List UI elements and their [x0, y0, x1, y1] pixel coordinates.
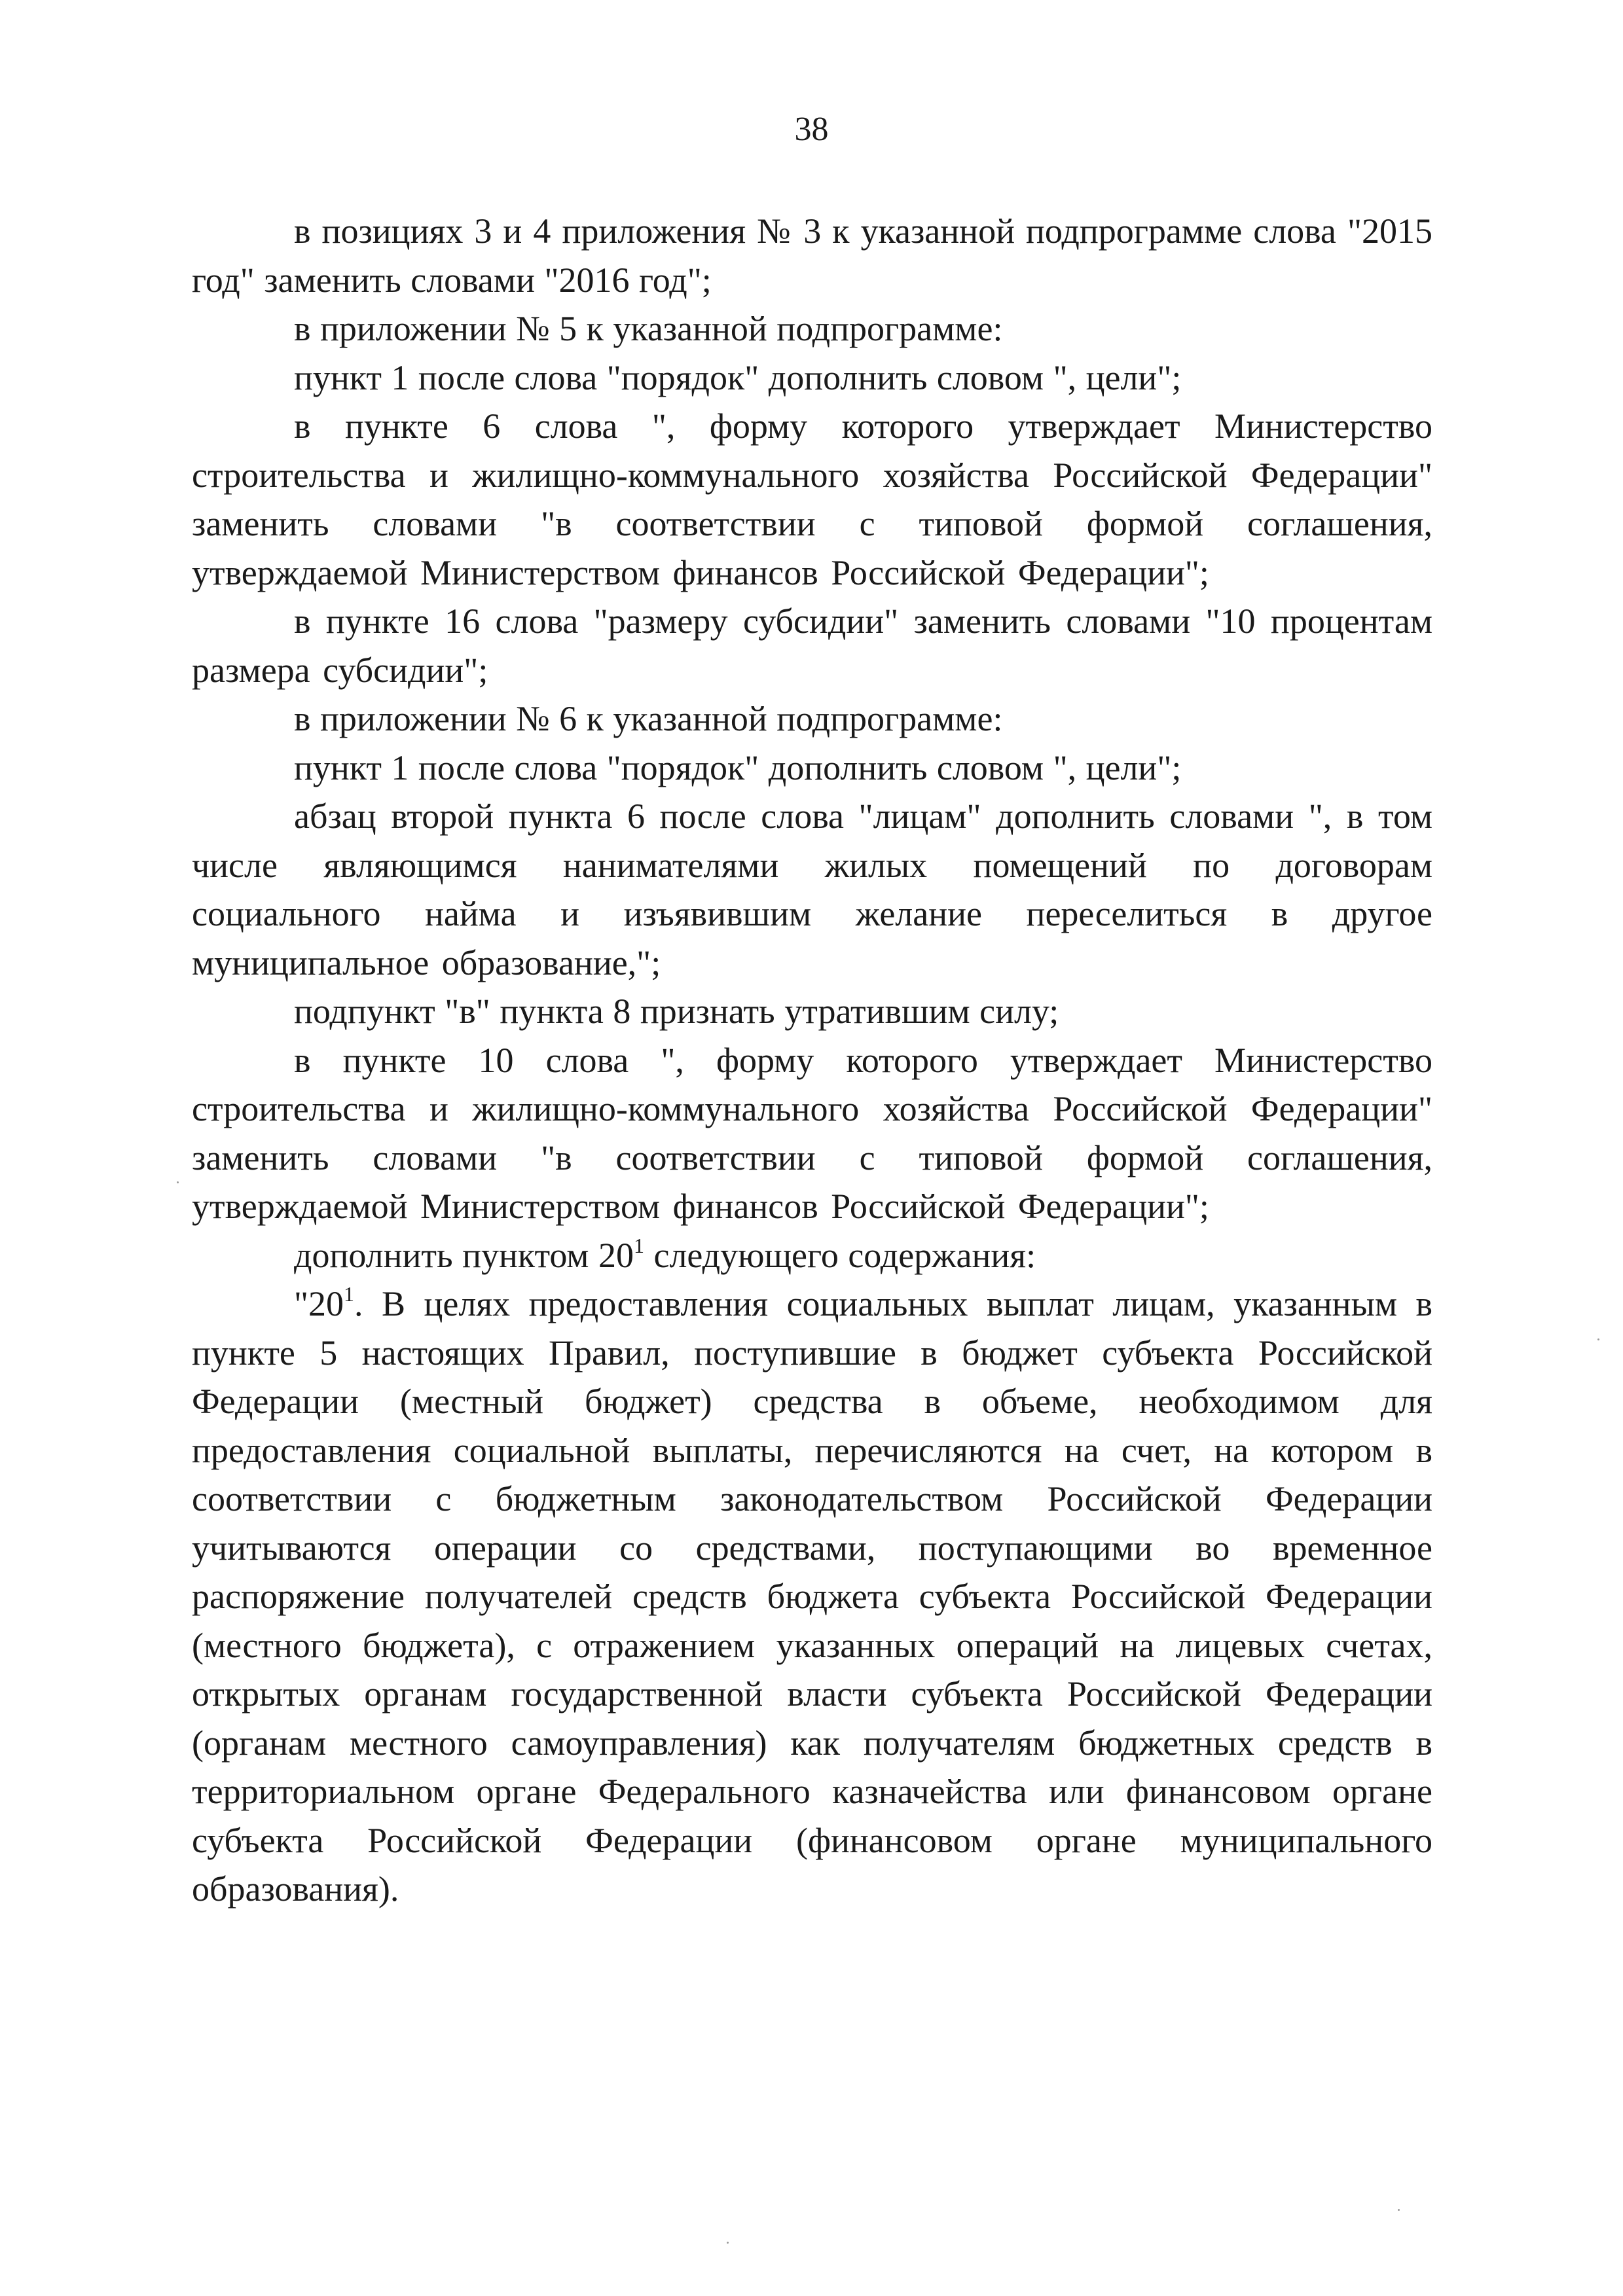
page-number: 38	[794, 111, 829, 148]
addition-text-before: дополнить пунктом 20	[294, 1235, 634, 1275]
paragraph-6: в приложении № 6 к указанной подпрограмме:	[294, 699, 1003, 738]
scan-speck	[1597, 1338, 1599, 1340]
paragraph-9: подпункт "в" пункта 8 признать утратившим силу;	[294, 992, 1059, 1031]
addition-superscript: 1	[633, 1233, 644, 1257]
scan-speck	[177, 1181, 179, 1183]
scan-speck	[727, 2242, 729, 2244]
new-item-superscript: 1	[344, 1282, 355, 1306]
scan-speck	[1398, 2209, 1400, 2211]
paragraph-8: абзац второй пункта 6 после слова "лицам" дополнить словами ", в том числе являющимся нанимателями жилых помещений по договорам социального найма и изъявившим желание переселиться в другое муниципальное образование,";	[192, 797, 1432, 982]
paragraph-7: пункт 1 после слова "порядок" дополнить словом ", цели";	[294, 747, 1182, 787]
paragraph-3: пункт 1 после слова "порядок" дополнить словом ", цели";	[294, 357, 1182, 397]
new-item-text: . В целях предоставления социальных выплат лицам, указанным в пункте 5 настоящих Правил, поступившие в бюджет субъекта Российской Федерации (местный бюджет) средства в объеме, необходимом для предоставления социальной выплаты, перечисляются на счет, на котором в соответствии с бюджетным законодательством Российской Федерации учитываются операции со средствами, поступающими во временное распоряжение получателей средств бюджета субъекта Российской Федерации (местного бюджета), с отражением указанных операций на лицевых счетах, открытых органам государственной власти субъекта Российской Федерации (органам местного самоуправления) как получателям бюджетных средств в территориальном органе Федерального казначейства или финансовом органе субъекта Российской Федерации (финансовом органе муниципального образования).	[192, 1284, 1432, 1909]
addition-text-after: следующего содержания:	[644, 1235, 1036, 1275]
paragraph-5: в пункте 16 слова "размеру субсидии" заменить словами "10 процентам размера субсидии";	[192, 601, 1432, 690]
paragraph-2: в приложении № 5 к указанной подпрограмме:	[294, 309, 1003, 348]
paragraph-10: в пункте 10 слова ", форму которого утверждает Министерство строительства и жилищно-коммунального хозяйства Российской Федерации" заменить словами "в соответствии с типовой формой соглашения, утверждаемой Министерством финансов Российской Федерации";	[192, 1040, 1432, 1226]
paragraph-new-item	[192, 1280, 1432, 1914]
paragraph-addition	[192, 1231, 1432, 1280]
new-item-open: "20	[294, 1284, 344, 1323]
paragraph-4: в пункте 6 слова ", форму которого утверждает Министерство строительства и жилищно-коммунального хозяйства Российской Федерации" заменить словами "в соответствии с типовой формой соглашения, утверждаемой Министерством финансов Российской Федерации";	[192, 406, 1432, 592]
paragraph-1: в позициях 3 и 4 приложения № 3 к указанной подпрограмме слова "2015 год" заменить словами "2016 год";	[192, 211, 1432, 300]
document-body	[192, 207, 1432, 1914]
